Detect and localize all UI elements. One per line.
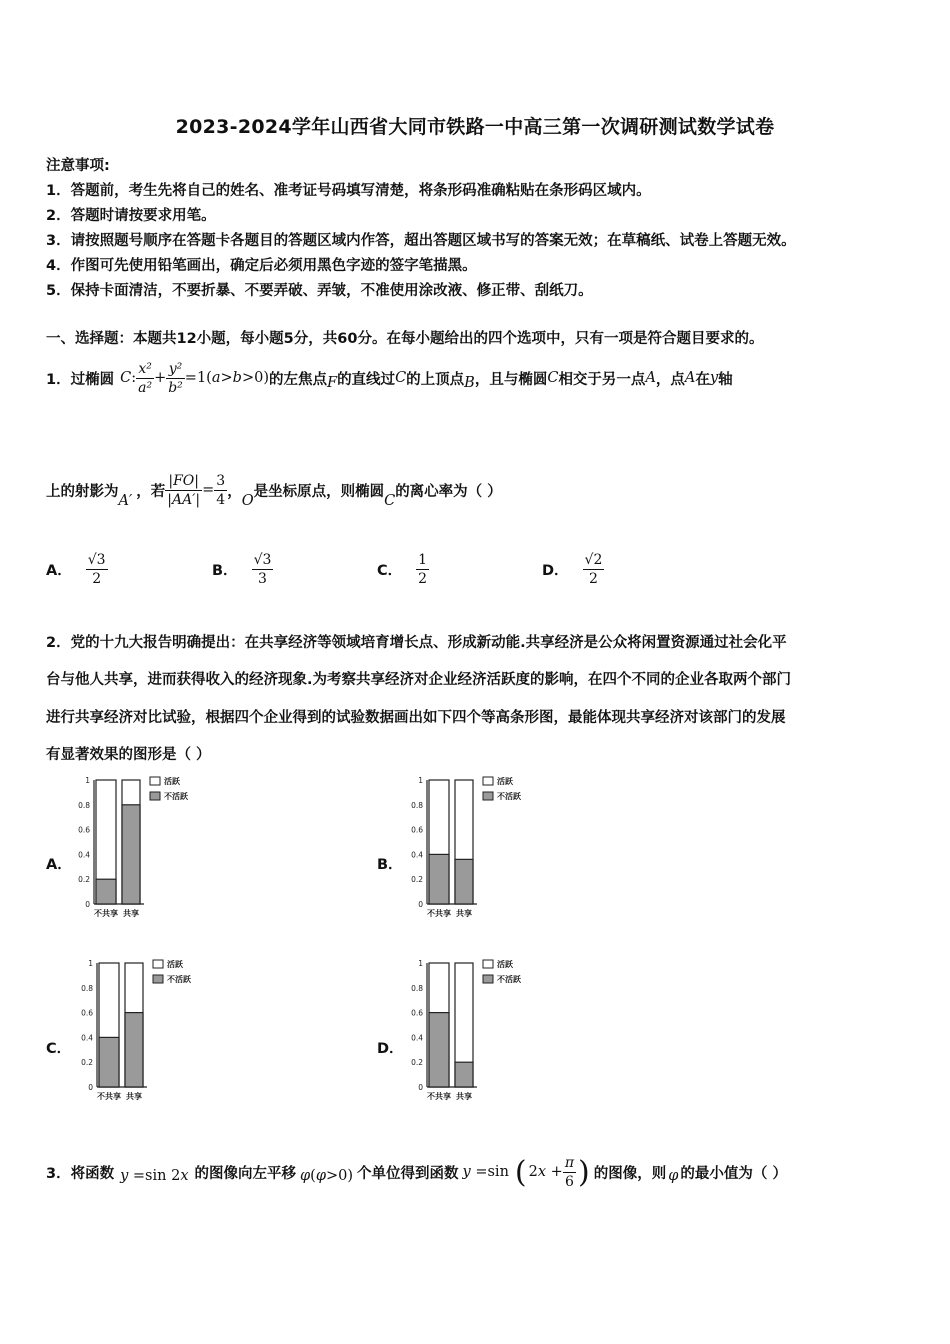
q1-text: 的离心率为（ ） [395, 483, 502, 500]
x-tick-label: 共享 [456, 909, 472, 918]
legend-swatch [483, 960, 493, 968]
question-2-line: 2．党的十九大报告明确提出：在共享经济等领域培育增长点、形成新动能.共享经济是公众将闲置资源通过社会化平 [46, 635, 787, 651]
y-tick-label: 0.2 [81, 1058, 93, 1068]
notice-item: 5．保持卡面清洁，不要折暴、不要弄破、弄皱，不准使用涂改液、修正带、刮纸刀。 [46, 283, 593, 299]
q3-text: 的图像，则 [593, 1165, 667, 1182]
formula-fraction: $\frac{|FO|}{|AA'|}$ [167, 472, 201, 508]
q1-text: ，点 [655, 371, 685, 388]
y-tick-label: 0.6 [78, 825, 90, 835]
q1-text: ， [227, 483, 242, 500]
y-tick-label: 0.2 [411, 1058, 423, 1068]
bar-inactive [99, 1037, 119, 1087]
q1-text: ，且与椭圆 [474, 371, 548, 388]
legend-swatch [153, 975, 163, 983]
y-tick-label: 0.6 [411, 825, 423, 835]
x-tick-label: 共享 [123, 909, 139, 918]
bar-inactive [125, 1013, 143, 1087]
y-tick-label: 0.6 [81, 1008, 93, 1018]
legend-swatch [483, 975, 493, 983]
y-tick-label: 0.2 [411, 875, 423, 885]
page-title: 2023-2024学年山西省大同市铁路一中高三第一次调研测试数学试卷 [175, 116, 775, 138]
legend-swatch [483, 777, 493, 785]
formula-ellipse: C [120, 370, 132, 386]
legend-swatch [483, 792, 493, 800]
q1-text: 1．过椭圆 [46, 371, 115, 388]
q1-text: 上的射影为 [46, 483, 119, 500]
notice-item: 1．答题前，考生先将自己的姓名、准考证号码填写清楚，将条形码准确粘贴在条形码区域内。 [46, 183, 651, 199]
y-tick-label: 1 [418, 776, 423, 785]
q1-option-d[interactable]: D． $\frac{√2}{2}$ [542, 552, 603, 587]
q2-option-a-label[interactable]: A． [46, 857, 72, 873]
x-tick-label: 共享 [456, 1092, 472, 1101]
y-tick-label: 1 [85, 776, 90, 785]
y-tick-label: 0.8 [411, 800, 423, 810]
y-tick-label: 0.8 [78, 800, 90, 810]
x-tick-label: 共享 [126, 1092, 142, 1101]
notice-item: 2．答题时请按要求用笔。 [46, 208, 216, 224]
bar-inactive [96, 879, 116, 904]
legend-swatch [150, 792, 160, 800]
chart-d [405, 957, 545, 1107]
legend-label: 不活跃 [497, 792, 521, 801]
q3-text: 的最小值为（ ） [680, 1165, 787, 1182]
y-tick-label: 0 [418, 1083, 423, 1092]
q2-option-c-label[interactable]: C． [46, 1041, 72, 1057]
x-tick-label: 不共享 [94, 909, 118, 918]
x-tick-label: 不共享 [427, 909, 451, 918]
notice-item: 4．作图可先使用铅笔画出，确定后必须用黑色字迹的签字笔描黑。 [46, 258, 477, 274]
legend-swatch [150, 777, 160, 785]
question-2-line: 进行共享经济对比试验，根据四个企业得到的试验数据画出如下四个等高条形图，最能体现共享经济对该部门的发展 [46, 710, 786, 726]
q1-option-a[interactable]: A． $\frac{√3}{2}$ [46, 552, 106, 587]
question-1-line-2: 上的射影为 A′ ，若 $\frac{|FO|}{|AA'|}$ = $\frac{3}{4}$ ， O 是坐标原点，则椭圆 C 的离心率为（ ） [46, 472, 502, 509]
q3-text: 个单位得到函数 [357, 1165, 459, 1182]
bar-inactive [455, 859, 473, 904]
q1-text: 的直线过 [337, 371, 396, 388]
q1-text: ，若 [136, 483, 166, 500]
legend-label: 活跃 [167, 960, 183, 969]
legend-label: 活跃 [497, 960, 513, 969]
formula-fraction: $\frac{\text{x²}}{\text{a²}}$ [138, 360, 153, 396]
formula-fraction: $\frac{3}{4}$ [216, 472, 226, 508]
y-tick-label: 0.4 [78, 850, 90, 860]
y-tick-label: 0.8 [411, 983, 423, 993]
notice-heading: 注意事项: [46, 158, 110, 174]
question-3-line: 3．将函数 y =sin 2x 的图像向左平移 φ(φ>0) 个单位得到函数 y =sin ( 2x + $\frac{\pi}{6}$ ) 的图像，则 φ 的最小值为（ ） [46, 1154, 787, 1190]
y-tick-label: 0.4 [411, 1033, 423, 1043]
chart-a [72, 774, 212, 922]
formula-fraction: $\frac{\pi}{6}$ [564, 1154, 575, 1190]
notice-item: 3．请按照题号顺序在答题卡各题目的答题区域内作答，超出答题区域书写的答案无效；在草稿纸、试卷上答题无效。 [46, 233, 796, 249]
legend-swatch [153, 960, 163, 968]
x-tick-label: 不共享 [97, 1092, 121, 1101]
bar-inactive [429, 854, 449, 904]
chart-c [75, 957, 215, 1107]
legend-label: 活跃 [164, 777, 180, 786]
bar-inactive [429, 1013, 449, 1087]
q1-option-b[interactable]: B． $\frac{√3}{3}$ [212, 552, 272, 587]
y-tick-label: 1 [88, 959, 93, 968]
legend-label: 活跃 [497, 777, 513, 786]
q1-text: 在 [695, 371, 710, 388]
legend-label: 不活跃 [167, 975, 191, 984]
y-tick-label: 0.8 [81, 983, 93, 993]
y-tick-label: 0.6 [411, 1008, 423, 1018]
legend-label: 不活跃 [497, 975, 521, 984]
question-1-line-1: 1．过椭圆 C : $\frac{\text{x²}}{\text{a²}}$ + $\frac{\text{y²}}{\text{b²}}$ =1(a>b>0) 的左焦点 F 的直线过 C 的上顶点 B ，且与椭圆 C 相交于另一点 A ，点 A 在 y 轴 [46, 360, 733, 396]
q1-text: 的左焦点 [269, 371, 327, 388]
q3-text: 3．将函数 [46, 1165, 115, 1182]
q1-text: 的上顶点 [406, 371, 465, 388]
question-2-line: 有显著效果的图形是（ ） [46, 747, 211, 763]
q1-option-c[interactable]: C． $\frac{1}{2}$ [377, 552, 428, 587]
x-tick-label: 不共享 [427, 1092, 451, 1101]
q3-text: 的图像向左平移 [194, 1165, 296, 1182]
q1-text: 是坐标原点，则椭圆 [253, 483, 385, 500]
q1-text: 轴 [718, 371, 733, 388]
y-tick-label: 0 [85, 900, 90, 909]
section-heading: 一、选择题：本题共12小题，每小题5分，共60分。在每小题给出的四个选项中，只有一项是符合题目要求的。 [46, 331, 764, 347]
q2-option-b-label[interactable]: B． [377, 857, 403, 873]
y-tick-label: 1 [418, 959, 423, 968]
bar-inactive [455, 1062, 473, 1087]
y-tick-label: 0 [88, 1083, 93, 1092]
q1-text: 相交于另一点 [558, 371, 646, 388]
y-tick-label: 0.4 [81, 1033, 93, 1043]
y-tick-label: 0.2 [78, 875, 90, 885]
question-2-line: 台与他人共享，进而获得收入的经济现象.为考察共享经济对企业经济活跃度的影响，在四个不同的企业各取两个部门 [46, 672, 792, 688]
formula-fraction: $\frac{\text{y²}}{\text{b²}}$ [168, 360, 183, 396]
y-tick-label: 0.4 [411, 850, 423, 860]
q2-option-d-label[interactable]: D． [377, 1041, 404, 1057]
chart-b [405, 774, 545, 922]
y-tick-label: 0 [418, 900, 423, 909]
bar-inactive [122, 805, 140, 904]
legend-label: 不活跃 [164, 792, 188, 801]
